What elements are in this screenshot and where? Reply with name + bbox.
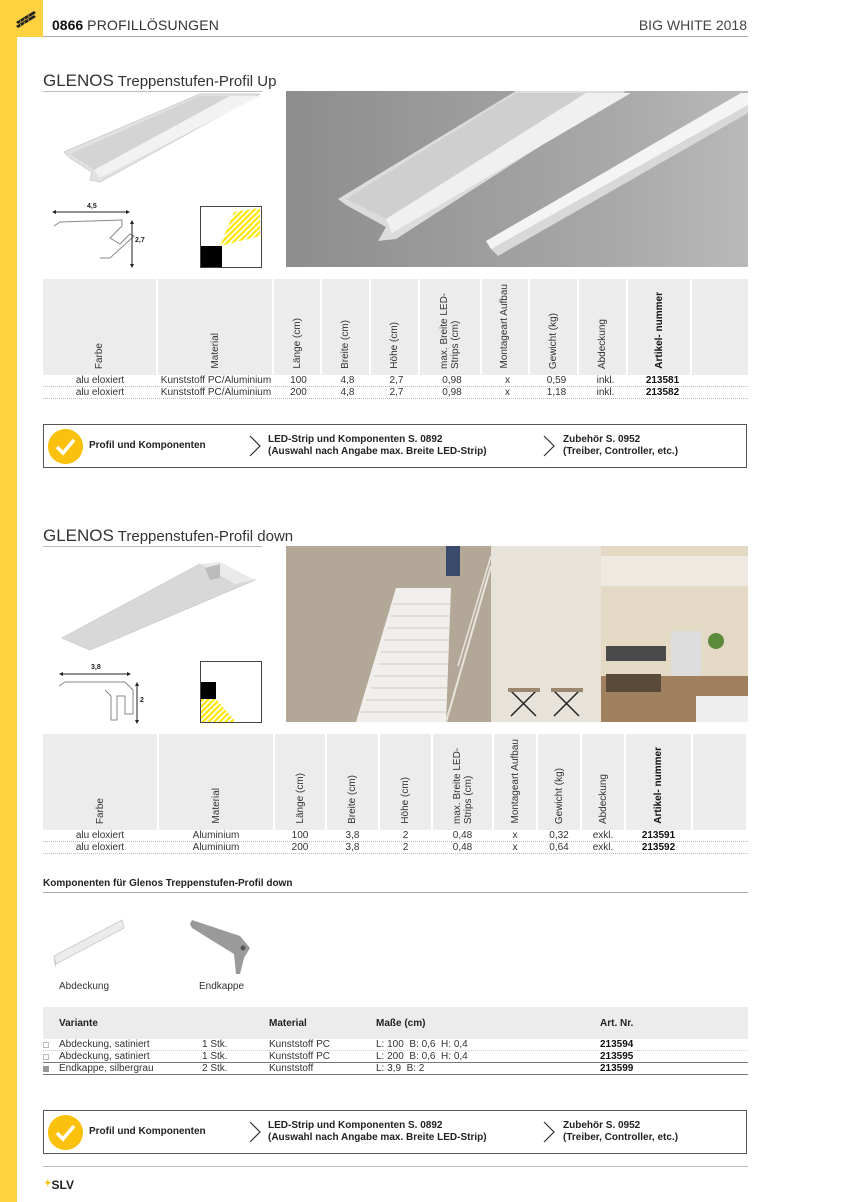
table-row: Abdeckung, satiniert 1 Stk. Kunststoff PC L: 200 B: 0,6 H: 0,4 213595 <box>43 1051 748 1063</box>
profile-up-render <box>60 92 260 187</box>
color-swatch <box>43 1042 49 1048</box>
col-montageart: Montageart Aufbau <box>482 279 529 375</box>
endkappe-image <box>188 918 258 976</box>
components-table <box>43 1007 748 1075</box>
product-up-title <box>43 71 276 91</box>
product-title-rest: Treppenstufen-Profil Up <box>117 73 277 90</box>
profile-category-icon <box>14 8 38 28</box>
component-label-endkappe: Endkappe <box>199 981 245 992</box>
light-direction-up-icon <box>200 206 262 268</box>
header-divider <box>43 36 748 37</box>
col-max-breite: max. Breite LED-Strips (cm) <box>420 279 480 375</box>
product-title-rest: Treppenstufen-Profil down <box>117 528 294 545</box>
staircase-photo <box>286 546 748 722</box>
page-number: 0866 <box>52 17 84 33</box>
info-box <box>43 424 747 468</box>
chevron-right-icon <box>542 434 556 458</box>
col-breite: Breite (cm) <box>327 734 378 830</box>
col-gewicht: Gewicht (kg) <box>530 279 577 375</box>
chevron-right-icon <box>542 1120 556 1144</box>
color-swatch <box>43 1054 49 1060</box>
col-abdeckung: Abdeckung <box>582 734 624 830</box>
col-montageart: Montageart Aufbau <box>494 734 536 830</box>
col-masse: Maße (cm) <box>376 1018 426 1029</box>
table-row: alu eloxiert Kunststoff PC/Aluminium 200 4,8 2,7 0,98 x 1,18 inkl. 213582 <box>43 387 748 399</box>
table-row: Endkappe, silbergrau 2 Stk. Kunststoff L: 3,9 B: 2 213599 <box>43 1063 748 1075</box>
accent-band <box>0 0 17 1202</box>
chevron-right-icon <box>248 1120 262 1144</box>
col-artikelnummer: Artikel- nummer <box>628 279 691 375</box>
col-material: Material <box>159 734 273 830</box>
info-accessories-link[interactable]: Zubehör S. 0952 (Treiber, Controller, etc.) <box>563 434 679 457</box>
table-header <box>43 1007 748 1039</box>
table-header <box>43 279 748 375</box>
col-empty <box>692 279 748 375</box>
abdeckung-image <box>52 918 127 968</box>
col-artikelnummer: Artikel- nummer <box>626 734 691 830</box>
col-hoehe: Höhe (cm) <box>371 279 418 375</box>
component-label-abdeckung: Abdeckung <box>59 981 110 992</box>
brand-logo: ✦SLV <box>44 1178 74 1192</box>
profile-down-cross-section <box>55 660 150 725</box>
info-box <box>43 1110 747 1154</box>
chevron-right-icon <box>248 434 262 458</box>
col-max-breite: max. Breite LED-Strips (cm) <box>433 734 492 830</box>
col-empty <box>693 734 746 830</box>
table-row: alu eloxiert Aluminium 200 3,8 2 0,48 x 0,64 exkl. 213592 <box>43 842 748 854</box>
section-title: PROFILLÖSUNGEN <box>87 17 220 33</box>
col-abdeckung: Abdeckung <box>579 279 626 375</box>
dim-height: 2 <box>140 697 144 704</box>
dim-width: 3,8 <box>91 664 101 671</box>
col-gewicht: Gewicht (kg) <box>538 734 580 830</box>
table-row: alu eloxiert Aluminium 100 3,8 2 0,48 x 0,32 exkl. 213591 <box>43 830 748 842</box>
components-title: Komponenten für Glenos Treppenstufen-Profil down <box>43 878 293 889</box>
product-up-photo <box>286 91 748 267</box>
profile-down-render <box>60 558 260 653</box>
light-direction-down-icon <box>200 661 262 723</box>
col-farbe: Farbe <box>43 734 157 830</box>
star-icon: ✦ <box>44 1178 52 1188</box>
table-row: alu eloxiert Kunststoff PC/Aluminium 100 4,8 2,7 0,98 x 0,59 inkl. 213581 <box>43 375 748 387</box>
col-hoehe: Höhe (cm) <box>380 734 431 830</box>
info-led-strip-link[interactable]: LED-Strip und Komponenten S. 0892 (Auswahl nach Angabe max. Breite LED-Strip) <box>268 434 487 457</box>
product-down-title <box>43 526 293 546</box>
info-led-strip-link[interactable]: LED-Strip und Komponenten S. 0892 (Auswahl nach Angabe max. Breite LED-Strip) <box>268 1120 487 1143</box>
profile-up-cross-section <box>50 198 150 268</box>
product-title-bold: GLENOS <box>43 71 114 90</box>
info-accessories-link[interactable]: Zubehör S. 0952 (Treiber, Controller, etc.) <box>563 1120 679 1143</box>
info-profile-components: Profil und Komponenten <box>89 1126 206 1137</box>
col-farbe: Farbe <box>43 279 156 375</box>
col-variante: Variante <box>59 1018 98 1029</box>
col-material: Material <box>269 1018 307 1029</box>
color-swatch <box>43 1066 49 1072</box>
catalog-title: BIG WHITE 2018 <box>638 17 747 33</box>
product-up-table <box>43 279 748 399</box>
col-material: Material <box>158 279 271 375</box>
product-down-table <box>43 734 748 854</box>
footer-divider <box>43 1166 748 1167</box>
col-breite: Breite (cm) <box>322 279 369 375</box>
col-art-nr: Art. Nr. <box>600 1018 634 1029</box>
components-divider <box>43 892 748 893</box>
table-header <box>43 734 748 830</box>
page-header <box>52 17 219 33</box>
col-laenge: Länge (cm) <box>274 279 321 375</box>
title-underline <box>43 546 262 547</box>
col-laenge: Länge (cm) <box>275 734 325 830</box>
check-icon <box>48 429 83 464</box>
product-title-bold: GLENOS <box>43 526 114 545</box>
dim-height: 2,7 <box>135 237 145 244</box>
check-icon <box>48 1115 83 1150</box>
info-profile-components: Profil und Komponenten <box>89 440 206 451</box>
table-row: Abdeckung, satiniert 1 Stk. Kunststoff PC L: 100 B: 0,6 H: 0,4 213594 <box>43 1039 748 1051</box>
dim-width: 4,5 <box>87 203 97 210</box>
